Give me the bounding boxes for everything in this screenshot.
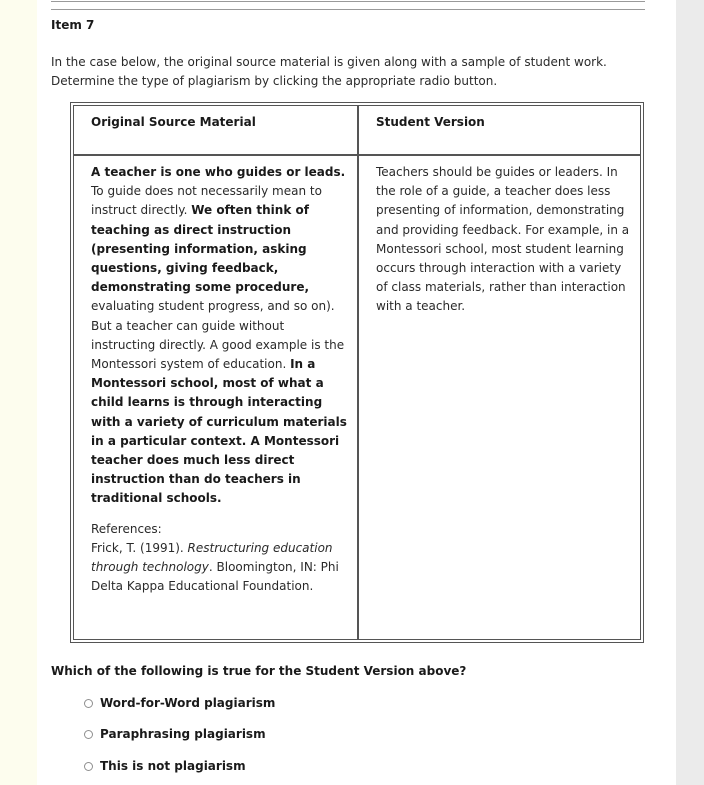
option-label[interactable]: Paraphrasing plagiarism — [100, 727, 266, 741]
scrollbar-track[interactable] — [676, 0, 704, 785]
option-label[interactable]: This is not plagiarism — [100, 759, 246, 773]
instructions-line: In the case below, the original source material is given along with a sample of student work. — [51, 55, 607, 69]
header-original — [73, 105, 358, 155]
radio-button[interactable] — [84, 730, 93, 739]
student-version-cell — [358, 155, 641, 640]
references-label: References: — [91, 521, 162, 536]
top-divider — [51, 1, 645, 2]
header-student-label: Student Version — [376, 115, 485, 129]
instructions-line: Determine the type of plagiarism by clicking the appropriate radio button. — [51, 74, 498, 88]
student-paragraph: Teachers should be guides or leaders. In the role of a guide, a teacher does less presenting of information, demonstrating and providing feedback. For example, in a Montessori school, most student learning occurs through interaction with a variety of class materials, rather than interaction with a teacher. — [376, 165, 630, 314]
bold-excerpt: We often think of teaching as direct instruction (presenting information, asking questions, giving feedback, demonstrating some procedure, — [91, 203, 310, 295]
option-not-plagiarism[interactable] — [84, 759, 246, 773]
plain-excerpt: To guide does not necessarily mean to instruct directly. — [91, 184, 322, 218]
plain-excerpt: evaluating student progress, and so on). But a teacher can guide without instructing directly. A good example is the Montessori system of education. — [91, 299, 345, 372]
instructions — [51, 53, 641, 91]
header-original-label: Original Source Material — [91, 115, 256, 129]
original-source-cell — [73, 155, 358, 640]
reference-title: Restructuring education through technology — [91, 540, 333, 575]
option-label[interactable]: Word-for-Word plagiarism — [100, 696, 276, 710]
radio-button[interactable] — [84, 762, 93, 771]
radio-button[interactable] — [84, 699, 93, 708]
references — [91, 520, 349, 597]
comparison-table — [70, 102, 644, 643]
option-word-for-word[interactable] — [84, 696, 275, 710]
original-source-text — [91, 163, 349, 596]
question-text: Which of the following is true for the Student Version above? — [51, 664, 467, 678]
reference-publisher: . Bloomington, IN: Phi Delta Kappa Educational Foundation. — [91, 560, 339, 594]
reference-author: Frick, T. (1991). — [91, 540, 188, 555]
item-title: Item 7 — [51, 18, 95, 32]
student-version-text — [376, 163, 632, 317]
original-paragraph — [91, 163, 349, 509]
option-paraphrasing[interactable] — [84, 727, 266, 741]
bold-excerpt: In a Montessori school, most of what a child learns is through interacting with a variety of curriculum materials in a particular context. A Montessori teacher does much less direct instruction than do teachers in traditional schools. — [91, 357, 347, 506]
header-student — [358, 105, 641, 155]
top-divider — [51, 9, 645, 10]
bold-excerpt: A teacher is one who guides or leads. — [91, 165, 346, 179]
